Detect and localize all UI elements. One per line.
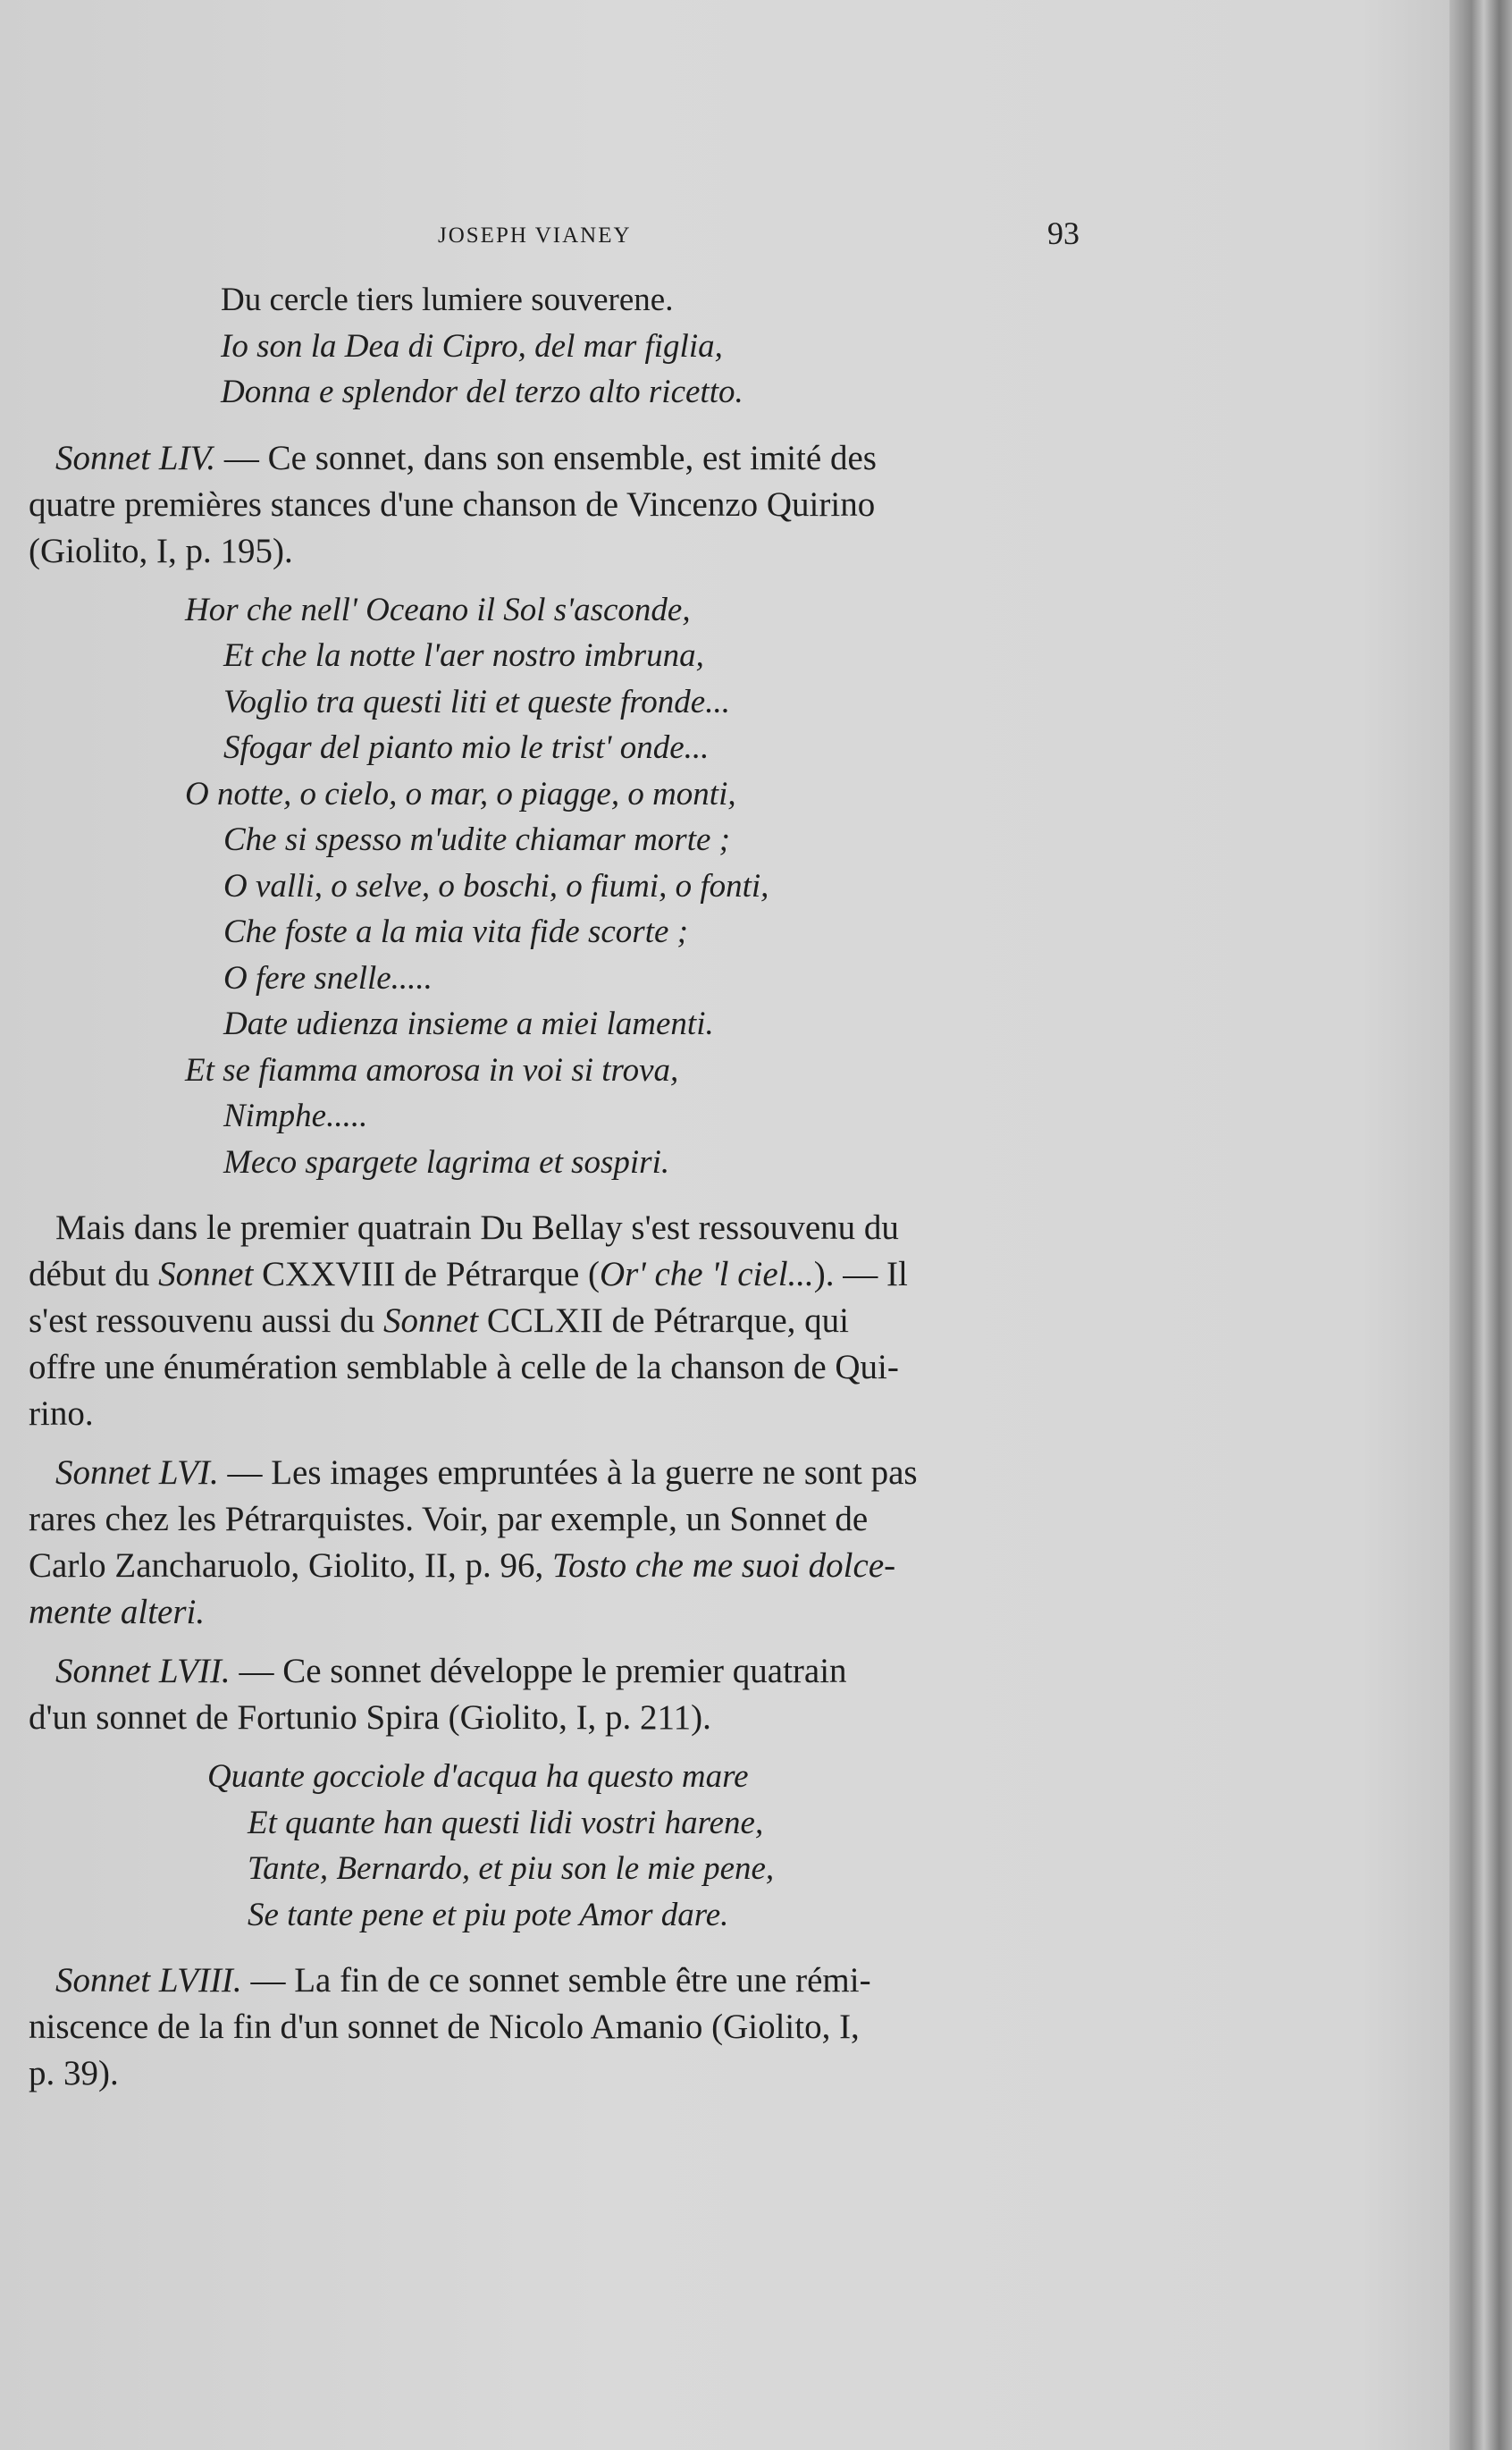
paragraph-sonnet-liv [29, 435, 1083, 575]
running-head: JOSEPH VIANEY [438, 223, 632, 248]
verse-line: Tante, Bernardo, et piu son le mie pene, [248, 1850, 775, 1887]
text-fragment: CCLXII de Pétrarque, qui [478, 1301, 849, 1340]
text-line: — La fin de ce sonnet semble être une rémi- [250, 1961, 871, 2000]
verse-line: O valli, o selve, o boschi, o fiumi, o fonti, [223, 867, 769, 905]
sonnet-label: Sonnet LVI. [55, 1453, 219, 1492]
text-line: quatre premières stances d'une chanson de Vincenzo Quirino [29, 484, 876, 524]
text-fragment-italic: Sonnet [158, 1255, 254, 1293]
text-line: rares chez les Pétrarquistes. Voir, par exemple, un Sonnet de [29, 1500, 869, 1538]
text-fragment-italic: Or' che 'l ciel... [600, 1255, 814, 1293]
quote-block-1 [29, 277, 1083, 416]
verse-spira [29, 1754, 1083, 1938]
verse-line: Voglio tra questi liti et queste fronde... [223, 683, 730, 720]
verse-line: Hor che nell' Oceano il Sol s'asconde, [185, 591, 691, 628]
verse-line: Nimphe..... [223, 1098, 368, 1134]
verse-line: Quante gocciole d'acqua ha questo mare [207, 1758, 749, 1795]
text-line: — Les images empruntées à la guerre ne sont pas [227, 1453, 918, 1492]
text-fragment: Carlo Zancharuolo, Giolito, II, p. 96, [29, 1546, 552, 1585]
verse-line: Meco spargete lagrima et sospiri. [223, 1143, 670, 1181]
page-number: 93 [1047, 215, 1079, 251]
text-line: niscence de la fin d'un sonnet de Nicolo Amanio (Giolito, I, [29, 2008, 860, 2046]
text-fragment: début du [29, 1255, 159, 1293]
verse-line: Et se fiamma amorosa in voi si trova, [185, 1051, 679, 1089]
book-spine-shadow [1449, 0, 1512, 2450]
page-header [438, 215, 1081, 250]
sonnet-label: Sonnet LIV. [55, 438, 216, 477]
sonnet-label: Sonnet LVII. [55, 1652, 231, 1690]
paragraph-sonnet-lviii [29, 1957, 1083, 2097]
verse-quirino [29, 587, 1083, 1186]
text-fragment-italic: Tosto che me suoi dolce- [551, 1546, 896, 1585]
page-body [29, 277, 1083, 2097]
text-line: offre une énumération semblable à celle de la chanson de Qui- [29, 1348, 899, 1386]
verse-line: Sfogar del pianto mio le trist' onde... [223, 729, 710, 766]
verse-line: Du cercle tiers lumiere souverene. [221, 282, 674, 318]
text-fragment: CXXVIII de Pétrarque ( [253, 1255, 601, 1293]
text-fragment: ). — Il [813, 1255, 908, 1293]
text-fragment: s'est ressouvenu aussi du [29, 1301, 383, 1340]
text-line: Mais dans le premier quatrain Du Bellay s'est ressouvenu du [55, 1208, 899, 1247]
sonnet-label: Sonnet LVIII. [55, 1961, 242, 2000]
verse-line: O notte, o cielo, o mar, o piagge, o monti, [185, 775, 736, 812]
verse-line: Se tante pene et piu pote Amor dare. [248, 1896, 729, 1933]
paragraph-sonnet-lvi [29, 1450, 1083, 1636]
verse-line: Che foste a la mia vita fide scorte ; [223, 913, 688, 950]
text-line: (Giolito, I, p. 195). [29, 531, 293, 570]
verse-line: Et che la notte l'aer nostro imbruna, [223, 637, 704, 674]
text-fragment-italic: mente alteri. [29, 1593, 206, 1631]
verse-line: Et quante han questi lidi vostri harene, [248, 1804, 764, 1841]
paragraph-mais [29, 1205, 1083, 1437]
paragraph-sonnet-lvii [29, 1648, 1083, 1741]
text-line: d'un sonnet de Fortunio Spira (Giolito, I, p. 211). [29, 1698, 711, 1737]
text-line: — Ce sonnet, dans son ensemble, est imité des [223, 438, 877, 477]
verse-line: Che si spesso m'udite chiamar morte ; [223, 821, 730, 858]
verse-line: Date udienza insieme a miei lamenti. [223, 1006, 714, 1042]
text-line: p. 39). [29, 2054, 119, 2092]
text-fragment-italic: Sonnet [383, 1301, 479, 1340]
verse-line: Donna e splendor del terzo alto ricetto. [221, 374, 743, 410]
text-line: rino. [29, 1394, 94, 1433]
verse-line: Io son la Dea di Cipro, del mar figlia, [221, 327, 723, 365]
verse-line: O fere snelle..... [223, 959, 433, 997]
text-line: — Ce sonnet développe le premier quatrain [239, 1652, 847, 1690]
